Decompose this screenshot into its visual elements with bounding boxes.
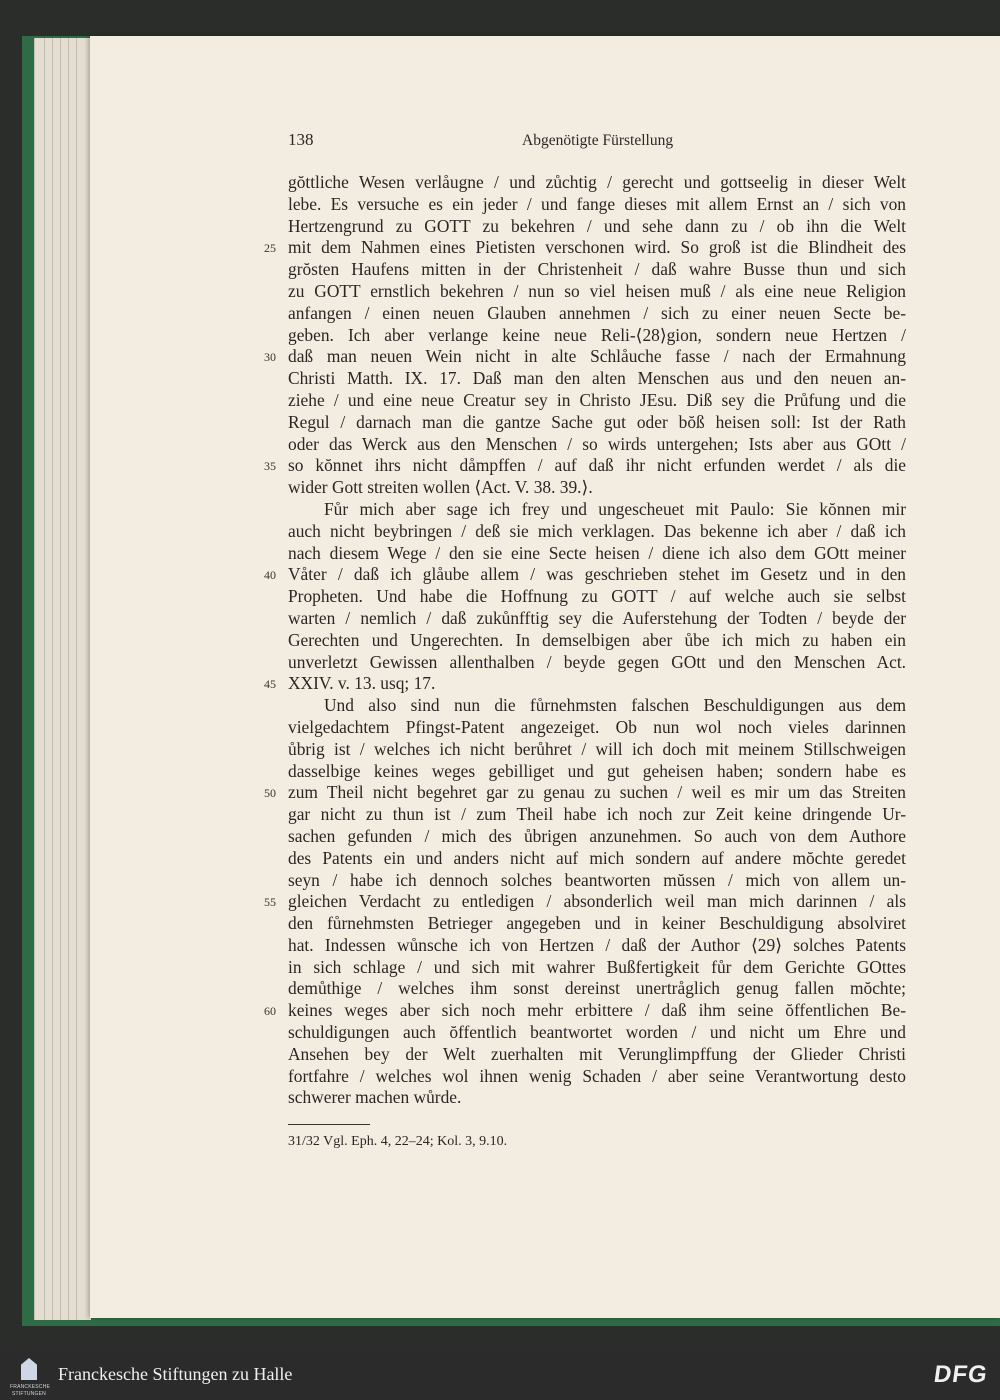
text-line — [264, 237, 906, 259]
text-line — [288, 259, 906, 281]
line-text: keines weges aber sich noch mehr erbittere / daß ihm seine ŏffentlichen Be- — [288, 1000, 906, 1021]
line-text: Våter / daß ich glåube allem / was geschrieben stehet im Gesetz und in den — [288, 564, 906, 585]
text-line — [288, 499, 906, 521]
text-line — [288, 281, 906, 303]
text-line — [288, 194, 906, 216]
running-head-title: Abgenötigte Fürstellung — [522, 132, 674, 149]
line-number: 40 — [264, 568, 276, 583]
line-text: wider Gott streiten wollen ⟨Act. V. 38. 39.⟩. — [288, 477, 593, 498]
text-line — [288, 695, 906, 717]
line-text: unverletzt Gewissen allenthalben / beyde gegen GOtt und den Menschen Act. — [288, 651, 906, 672]
text-line — [264, 782, 906, 804]
line-text: seyn / habe ich dennoch solches beantworten mŭssen / mich von allem un- — [288, 869, 906, 890]
line-text: Ansehen bey der Welt zuerhalten mit Verunglimpffung der Glieder Christi — [288, 1043, 906, 1064]
line-text: demůthige / welches ihm sonst dereinst unertråglich genug fallen mŏchte; — [288, 978, 906, 999]
text-line — [288, 172, 906, 194]
text-line — [264, 1000, 906, 1022]
line-text: des Patents ein und anders nicht auf mich sondern auf andere mŏchte geredet — [288, 847, 906, 868]
text-line — [288, 325, 906, 347]
line-text: vielgedachtem Pfingst-Patent angezeiget. Ob nun wol noch vieles darinnen — [288, 716, 906, 737]
dfg-logo: DFG — [932, 1361, 990, 1388]
footnote: 31/32 Vgl. Eph. 4, 22–24; Kol. 3, 9.10. — [288, 1134, 508, 1149]
text-line — [288, 1044, 906, 1066]
text-line — [288, 586, 906, 608]
text-line — [264, 564, 906, 586]
text-line — [288, 1087, 906, 1109]
text-line — [288, 543, 906, 565]
text-line — [288, 761, 906, 783]
page-number: 138 — [288, 130, 314, 149]
line-text: oder das Werck aus den Menschen / so wirds untergehen; Ists aber aus GOtt / — [288, 433, 906, 454]
line-text: zu GOTT ernstlich bekehren / nun so viel heisen muß / als eine neue Religion — [288, 280, 906, 301]
line-text: so kŏnnet ihrs nicht dåmpffen / auf daß ihr nicht erfunden werdet / als die — [288, 455, 906, 476]
text-line — [288, 630, 906, 652]
viewer-footer — [0, 1350, 1000, 1400]
text-line — [288, 935, 906, 957]
footnote-rule — [288, 1124, 370, 1125]
logo-text-line-2: STIFTUNGEN — [12, 1391, 46, 1397]
line-text: auch nicht beybringen / deß sie mich verklagen. Das bekenne ich aber / daß ich — [288, 520, 906, 541]
text-line — [288, 303, 906, 325]
text-line — [288, 870, 906, 892]
line-number: 50 — [264, 786, 276, 801]
line-text: in sich schlage / und sich mit wahrer Bußfertigkeit fůr dem Gerichte GOttes — [288, 956, 906, 977]
line-text: den fůrnehmsten Betrieger angegeben und in keiner Beschuldigung absolviret — [288, 913, 906, 934]
line-text: mit dem Nahmen eines Pietisten verschonen wird. So groß ist die Blindheit des — [288, 237, 906, 258]
line-text: hat. Indessen wůnsche ich von Hertzen / daß der Author ⟨29⟩ solches Patents — [288, 934, 906, 955]
line-text: Propheten. Und habe die Hoffnung zu GOTT / auf welche auch sie selbst — [288, 586, 906, 607]
text-line — [264, 673, 906, 695]
line-text: sachen gefunden / mich des ůbrigen anzunehmen. So auch von dem Authore — [288, 825, 906, 846]
text-line — [288, 1022, 906, 1044]
text-line — [288, 434, 906, 456]
text-line — [288, 1066, 906, 1088]
text-line — [288, 521, 906, 543]
line-number: 55 — [264, 895, 276, 910]
text-line — [288, 826, 906, 848]
line-text: zum Theil nicht begehret gar zu genau zu suchen / weil es mir um das Streiten — [288, 782, 906, 803]
line-text: Regul / darnach man die gantze Sache gut oder bŏß heisen soll: Ist der Rath — [288, 411, 906, 432]
logo-text-line-1: FRANCKESCHE — [10, 1384, 50, 1390]
line-text: schuldigungen auch ŏffentlich beantwortet worden / und nicht um Ehre und — [288, 1022, 906, 1043]
text-line — [288, 739, 906, 761]
line-text: schwerer machen wůrde. — [288, 1087, 462, 1108]
line-text: warten / nemlich / daß zukůnfftig sey die Auferstehung der Todten / beyde der — [288, 607, 906, 628]
text-line — [288, 717, 906, 739]
line-text: Und also sind nun die fůrnehmsten falschen Beschuldigungen aus dem — [324, 695, 906, 716]
line-text: XXIV. v. 13. usq; 17. — [288, 673, 436, 694]
text-line — [288, 477, 906, 499]
text-line — [288, 608, 906, 630]
text-line — [288, 390, 906, 412]
line-number: 60 — [264, 1004, 276, 1019]
line-text: fortfahre / welches wol ihnen wenig Schaden / aber seine Verantwortung desto — [288, 1065, 906, 1086]
text-line — [288, 412, 906, 434]
page-edge — [76, 38, 91, 1320]
line-text: Christi Matth. IX. 17. Daß man den alten Menschen aus und den neuen an- — [288, 368, 906, 389]
running-head — [0, 130, 1000, 154]
institution-name: Franckesche Stiftungen zu Halle — [58, 1364, 293, 1384]
line-text: dasselbige keines weges gebilliget und gut geheisen haben; sondern habe es — [288, 760, 906, 781]
line-text: ziehe / und eine neue Creatur sey in Christo JEsu. Diß sey die Průfung und die — [288, 389, 906, 410]
line-number: 45 — [264, 677, 276, 692]
text-line — [288, 957, 906, 979]
text-line — [288, 804, 906, 826]
line-number: 30 — [264, 350, 276, 365]
line-text: geben. Ich aber verlange keine neue Reli-⟨28⟩gion, sondern neue Hertzen / — [288, 324, 906, 345]
line-text: gleichen Verdacht zu entledigen / absonderlich weil man mich darinnen / als — [288, 891, 906, 912]
line-text: gŏttliche Wesen verlåugne / und zůchtig / gerecht und gottseelig in dieser Welt — [288, 172, 906, 192]
text-line — [264, 455, 906, 477]
text-line — [264, 891, 906, 913]
text-line — [288, 652, 906, 674]
line-text: Fůr mich aber sage ich frey und ungescheuet mit Paulo: Sie kŏnnen mir — [324, 498, 906, 519]
text-line — [264, 346, 906, 368]
body-text — [264, 172, 906, 1109]
line-number: 35 — [264, 459, 276, 474]
line-text: Gerechten und Ungerechten. In demselbigen aber ůbe ich mich zu haben ein — [288, 629, 906, 650]
line-text: Hertzengrund zu GOTT zu bekehren / und sehe dann zu / ob ihn die Welt — [288, 215, 906, 236]
text-line — [288, 978, 906, 1000]
line-text: anfangen / einen neuen Glauben annehmen / sich zu einer neuen Secte be- — [288, 302, 906, 323]
line-text: daß man neuen Wein nicht in alte Schlåuche fasse / nach der Ermahnung — [288, 346, 906, 367]
line-text: grŏsten Haufens mitten in der Christenheit / daß wahre Busse thun und sich — [288, 259, 906, 280]
line-text: gar nicht zu thun ist / zum Theil habe ich noch zur Zeit keine dringende Ur- — [288, 804, 906, 825]
text-line — [288, 913, 906, 935]
line-text: nach diesem Wege / den sie eine Secte heisen / diene ich also dem GOtt meiner — [288, 542, 906, 563]
text-line — [288, 848, 906, 870]
line-number: 25 — [264, 241, 276, 256]
text-line — [288, 216, 906, 238]
line-text: ůbrig ist / welches ich nicht berůhret / will ich doch mit meinem Stillschweigen — [288, 738, 906, 759]
text-line — [288, 368, 906, 390]
franckesche-logo-icon — [10, 1356, 48, 1396]
line-text: lebe. Es versuche es ein jeder / und fange dieses mit allem Ernst an / sich von — [288, 193, 906, 214]
